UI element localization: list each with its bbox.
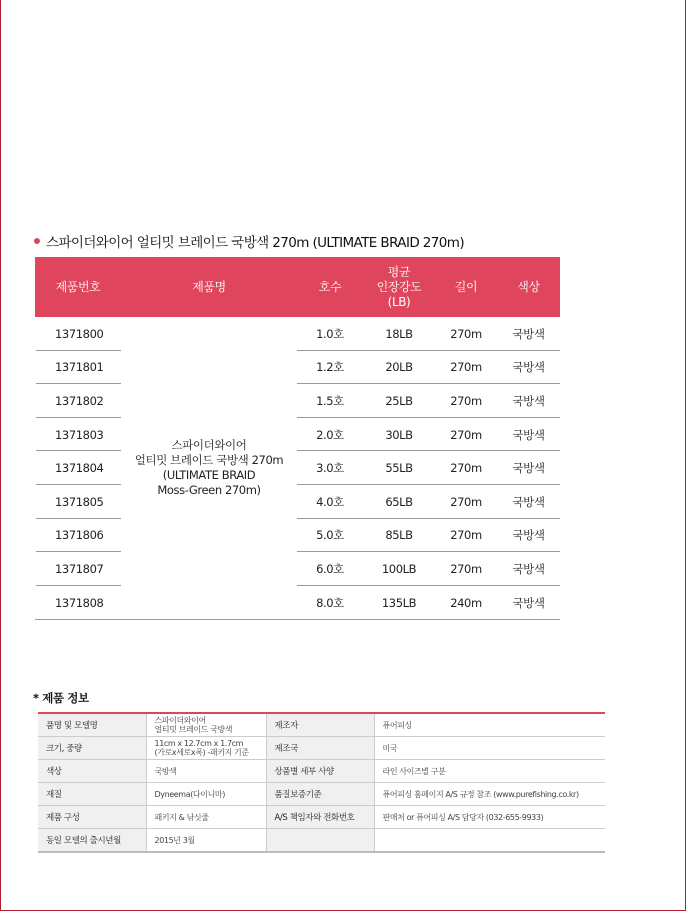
- info-value: 퓨어피싱 홈페이지 A/S 규정 참조 (www.purefishing.co.kr): [374, 783, 605, 806]
- table-row: [35, 418, 560, 452]
- header-strength-line2: 인장강도: [376, 279, 422, 294]
- product-no-cell: 1371801: [35, 351, 121, 385]
- info-value-line: 얼티밋 브레이드 국방색: [154, 725, 233, 734]
- table-row: [35, 451, 560, 485]
- product-no-cell: 1371806: [35, 519, 121, 553]
- info-key: A/S 책임자와 전화번호: [266, 806, 374, 829]
- size-cell: 4.0호: [297, 485, 363, 519]
- product-no-cell: 1371800: [35, 317, 121, 351]
- size-cell: 1.0호: [297, 317, 363, 351]
- info-key: 제조자: [266, 713, 374, 737]
- color-cell: 국방색: [497, 418, 560, 452]
- info-value: [146, 829, 266, 853]
- section-title-text: 스파이더와이어 얼티밋 브레이드 국방색 270m (ULTIMATE BRAID 270m): [46, 235, 464, 251]
- info-key: 품질보증기준: [266, 783, 374, 806]
- info-row: [38, 760, 605, 783]
- length-cell: 270m: [435, 451, 497, 485]
- size-cell: 6.0호: [297, 552, 363, 586]
- product-name-line: Moss-Green 270m): [157, 483, 261, 498]
- strength-cell: 18LB: [363, 317, 435, 351]
- size-cell: 1.5호: [297, 384, 363, 418]
- info-table: [38, 712, 605, 853]
- product-no-cell: 1371804: [35, 451, 121, 485]
- table-row: [35, 351, 560, 385]
- info-value: [146, 806, 266, 829]
- info-value-line: 2015년 3월: [154, 835, 195, 845]
- strength-cell: 100LB: [363, 552, 435, 586]
- info-value-line: 스파이더와이어: [154, 716, 206, 725]
- product-name-line: (ULTIMATE BRAID: [162, 468, 256, 483]
- info-title: * 제품 정보: [33, 691, 89, 705]
- info-value: [374, 829, 605, 853]
- info-key: 상품별 세부 사양: [266, 760, 374, 783]
- table-row: [35, 586, 560, 620]
- product-no-cell: 1371805: [35, 485, 121, 519]
- color-cell: 국방색: [497, 351, 560, 385]
- length-cell: 270m: [435, 519, 497, 553]
- info-value: 라인 사이즈별 구분: [374, 760, 605, 783]
- table-row: [35, 384, 560, 418]
- info-key: 동일 모델의 출시년월: [38, 829, 146, 853]
- info-value: [146, 783, 266, 806]
- color-cell: 국방색: [497, 384, 560, 418]
- length-cell: 270m: [435, 485, 497, 519]
- length-cell: 270m: [435, 384, 497, 418]
- header-strength: [363, 257, 435, 317]
- table-row: [35, 317, 560, 351]
- size-cell: 1.2호: [297, 351, 363, 385]
- info-key: 크기, 중량: [38, 737, 146, 760]
- info-key: 제품 구성: [38, 806, 146, 829]
- strength-cell: 25LB: [363, 384, 435, 418]
- header-strength-line1: 평균: [387, 264, 411, 279]
- info-key: 품명 및 모델명: [38, 713, 146, 737]
- size-cell: 8.0호: [297, 586, 363, 620]
- header-product-name: 제품명: [121, 257, 297, 317]
- product-no-cell: 1371802: [35, 384, 121, 418]
- header-size: 호수: [297, 257, 363, 317]
- info-row: [38, 737, 605, 760]
- size-cell: 2.0호: [297, 418, 363, 452]
- info-key: 재질: [38, 783, 146, 806]
- product-no-cell: 1371807: [35, 552, 121, 586]
- info-value: 미국: [374, 737, 605, 760]
- color-cell: 국방색: [497, 586, 560, 620]
- product-no-cell: 1371808: [35, 586, 121, 620]
- strength-cell: 65LB: [363, 485, 435, 519]
- info-row: [38, 713, 605, 737]
- color-cell: 국방색: [497, 485, 560, 519]
- length-cell: 270m: [435, 552, 497, 586]
- color-cell: 국방색: [497, 317, 560, 351]
- color-cell: 국방색: [497, 552, 560, 586]
- strength-cell: 30LB: [363, 418, 435, 452]
- size-cell: 3.0호: [297, 451, 363, 485]
- strength-cell: 135LB: [363, 586, 435, 620]
- spec-table: [35, 257, 560, 620]
- length-cell: 270m: [435, 351, 497, 385]
- info-value: 퓨어피싱: [374, 713, 605, 737]
- product-no-cell: 1371803: [35, 418, 121, 452]
- strength-cell: 20LB: [363, 351, 435, 385]
- table-row: [35, 519, 560, 553]
- table-row: [35, 485, 560, 519]
- header-product-no: 제품번호: [35, 257, 121, 317]
- info-row: [38, 829, 605, 853]
- table-row: [35, 552, 560, 586]
- info-value-line: 국방색: [154, 766, 177, 776]
- header-length: 길이: [435, 257, 497, 317]
- color-cell: 국방색: [497, 519, 560, 553]
- header-strength-line3: (LB): [387, 294, 411, 309]
- info-value: [146, 737, 266, 760]
- product-name-cell: [121, 317, 297, 620]
- info-key: 색상: [38, 760, 146, 783]
- info-value-line: 11cm x 12.7cm x 1.7cm: [154, 739, 244, 748]
- bullet-icon: [34, 238, 40, 244]
- section-title: [34, 231, 464, 251]
- length-cell: 270m: [435, 418, 497, 452]
- info-value-line: (가로x세로x폭) -패키지 기준: [154, 748, 249, 757]
- info-key: 제조국: [266, 737, 374, 760]
- strength-cell: 55LB: [363, 451, 435, 485]
- length-cell: 240m: [435, 586, 497, 620]
- product-name-line: 얼티밋 브레이드 국방색 270m: [134, 453, 284, 468]
- info-value-line: Dyneema(다이니마): [154, 789, 225, 799]
- info-value: [146, 760, 266, 783]
- length-cell: 270m: [435, 317, 497, 351]
- spec-header-row: [35, 257, 560, 317]
- size-cell: 5.0호: [297, 519, 363, 553]
- color-cell: 국방색: [497, 451, 560, 485]
- info-value: [146, 713, 266, 737]
- header-color: 색상: [497, 257, 560, 317]
- info-value-line: 패키지 & 낚싯줄: [154, 812, 209, 822]
- info-key: [266, 829, 374, 853]
- info-row: [38, 783, 605, 806]
- product-name-line: 스파이더와이어: [171, 438, 247, 453]
- strength-cell: 85LB: [363, 519, 435, 553]
- info-value: 판매처 or 퓨어피싱 A/S 담당자 (032-655-9933): [374, 806, 605, 829]
- info-row: [38, 806, 605, 829]
